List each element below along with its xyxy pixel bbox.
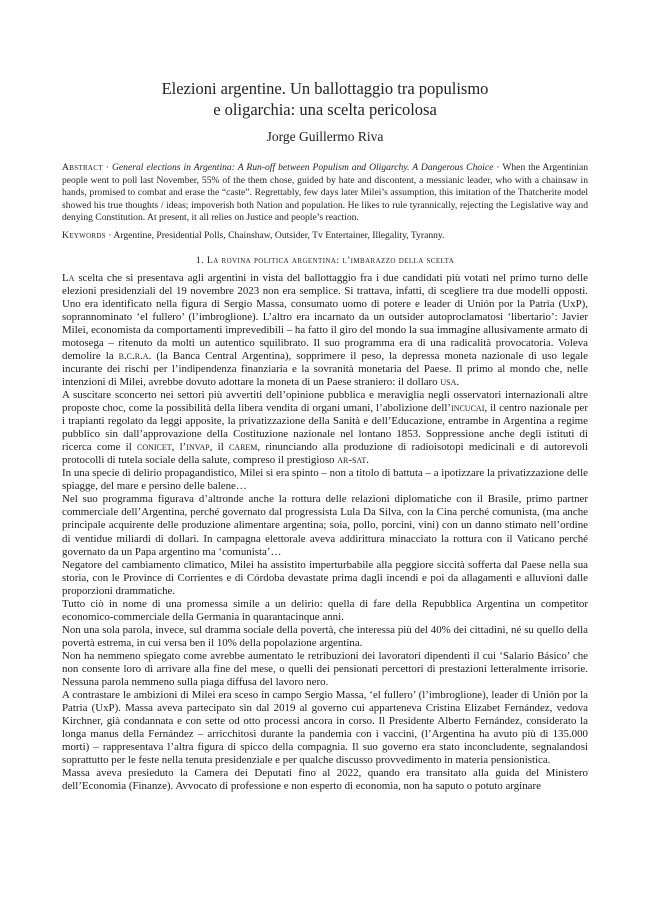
keywords [62, 230, 588, 243]
paragraph-8: Non ha nemmeno spiegato come avrebbe aumentato le retribuzioni dei lavoratori dipendenti il cui ‘Salario Básico’ che non consente loro di arrivare alla fine del mese, o quelli dei pensionati percettori di prestazioni letteralmente irrisorie. Nessuna parola nemmeno sulla piaga diffusa del lavoro nero. [62, 649, 588, 689]
paragraph-7: Non una sola parola, invece, sul dramma sociale della povertà, che interessa più del 40% dei cittadini, né su quello della povertà estrema, in cui versa ben il 10% della popolazione argentina. [62, 623, 588, 649]
paragraph-1 [62, 272, 588, 389]
paragraph-2 [62, 389, 588, 467]
title-line-1: Elezioni argentine. Un ballottaggio tra populismo [161, 79, 489, 98]
abstract-separator-2: · [493, 162, 503, 173]
acronym-invap: invap [186, 441, 210, 454]
paragraph-1-text-c: . [456, 375, 460, 388]
paragraph-5: Negatore del cambiamento climatico, Milei ha assistito imperturbabile alla peggiore siccità sofferta dal Paese nella sua storia, con le Province di Corrientes e di Córdoba devastate prima dagli incendi e poi da allagamenti e alluvioni dalle proporzioni drammatiche. [62, 558, 588, 597]
paragraph-1-initial: La [62, 271, 75, 284]
acronym-conicet: conicet [136, 441, 172, 454]
paragraph-2-text-b: , il centro nazionale per i trapianti regolato da leggi apposite, la privatizzazione della Sanità e dell’Educazione, entrambe in Argentina a regime pubblico sin dall’approvazione della Costituzione nazionale nel lontano 1853. Soppressione anche degli istituti di ricerca come il [62, 402, 588, 454]
abstract [62, 162, 588, 225]
paragraph-2-text-a: A suscitare sconcerto nei settori più avvertiti dell’opinione pubblica e meraviglia negli osservatori internazionali altre proposte choc, come la possibilità della libera vendita di organi umani, l’abolizione dell’ [62, 388, 588, 415]
paragraph-2-text-c: , l’ [171, 441, 187, 454]
paragraph-2-text-e: , rinunciando alla produzione di radioisotopi medicinali e di autorevoli protocolli di tutela sociale della salute, compreso il prestigioso [62, 441, 588, 467]
author-name: Jorge Guillermo Riva [266, 129, 384, 144]
article-page [62, 78, 588, 793]
abstract-separator: · [102, 162, 112, 173]
keywords-text: Argentine, Presidential Polls, Chainshaw, Outsider, Tv Entertainer, Illegality, Tyranny. [113, 229, 445, 241]
article-body [62, 272, 588, 794]
acronym-incucai: incucai [451, 402, 485, 415]
acronym-arsat: ar-sat [337, 454, 367, 467]
paragraph-1-text-b: (la Banca Central Argentina), sopprimere il peso, la depressa moneta nazionale di uso legale incurante dei rischi per l’indipendenza finanziaria e la sovranità monetaria del Paese. Il primo al mondo che, nelle intenzioni di Milei, avrebbe dovuto adottare la moneta di un Paese straniero: il dollaro [62, 349, 588, 388]
keywords-separator: · [105, 229, 114, 241]
paragraph-1-text-a: scelta che si presentava agli argentini in vista del ballottaggio fra i due candidati più votati nel primo turno delle elezioni presidenziali del 19 novembre 2023 non era semplice. Si trattava, infatti, di scegliere tra due modelli opposti. Uno era identificato nella figura di Sergio Massa, consumato uomo di potere e leader di Unión por la Patria (UxP), soprannominato ‘el fullero’ (l’imbroglione). L’altro era incarnato da un outsider autoproclamatosi ‘libertario’: Javier Milei, economista da comportamenti imprevedibili – ha fatto il giro del mondo la sua immagine allusivamente armato di motosega – ritenuto da molti un autentico squilibrato. Il suo programma era di una radicalità provocatoria. Voleva demolire la [62, 271, 588, 362]
title-line-2: e oligarchia: una scelta pericolosa [213, 100, 437, 119]
abstract-english-title: General elections in Argentina: A Run-off between Populism and Oligarchy. A Dangerous Choice [111, 162, 494, 173]
paragraph-10: Massa aveva presieduto la Camera dei Deputati fino al 2022, quando era transitato alla guida del Ministero dell’Economia (Finanze). Avvocato di professione e non esperto di economia, non ha saputo o potuto arginare [62, 767, 588, 793]
paragraph-2-text-f: . [366, 454, 369, 467]
keywords-label: Keywords [62, 229, 106, 241]
acronym-bcra: b.c.r.a. [118, 349, 152, 362]
abstract-label: Abstract [62, 162, 103, 173]
acronym-carem: carem [228, 441, 258, 454]
paragraph-4: Nel suo programma figurava d’altronde anche la rottura delle relazioni diplomatiche con il Brasile, primo partner commerciale dell’Argentina, perché governato dal progressista Lula Da Silva, con la Cina perché comunista, (ma anche principale acquirente delle produzione alimentare argentina; soia, pollo, porcini, vini) con un danno stimato nell’ordine di ventidue miliardi di dollari. In campagna elettorale aveva addirittura minacciato la rottura con il Vaticano perché governato da un Papa argentino ma ‘comunista’… [62, 493, 588, 558]
article-title [62, 78, 588, 120]
paragraph-6: Tutto ciò in nome di una promessa simile a un delirio: quella di fare della Repubblica Argentina un competitor economico-commerciale della Germania in quarantacinque anni. [62, 597, 588, 623]
paragraph-3: In una specie di delirio propagandistico, Milei si era spinto – non a titolo di battuta – a ipotizzare la privatizzazione delle spiagge, del mare e persino delle balene… [62, 467, 588, 493]
abstract-text: When the Argentinian people went to poll last November, 55% of the them chose, guided by hate and discontent, a messianic leader, who with a chainsaw in hands, promised to combat and erase the “caste”. Regrettably, few days later Milei’s assumption, this imitation of the Thatcherite model showed his true thoughts / ideas; impoverish both Nation and population. He likes to rule tyrannically, rejecting the Legislative way and denying Constitution. At present, it all relies on Justice and people’s reaction. [62, 162, 589, 224]
section-heading: 1. La rovina politica argentina: l’imbarazzo della scelta [195, 254, 455, 266]
paragraph-9: A contrastare le ambizioni di Milei era sceso in campo Sergio Massa, ‘el fullero’ (l’imbroglione), leader di Unión por la Patria (UxP). Massa aveva partecipato sin dal 2019 al governo cui apparteneva Cristina Elizabet Fernández, vedova Kirchner, già condannata e con sette od otto processi ancora in corso. Il Presidente Alberto Fernández, considerato la longa manus della Fernández – arricchitosi durante la pandemia con i vaccini, (l’Argentina ha avuto più di 135.000 morti) – rappresentava l’altra figura di spicco della compagnia. Il suo governo era stato inconcludente, segnalandosi soprattutto per le feste nella tenuta presidenziale e per qualche discusso provvedimento in materia pensionistica. [62, 689, 588, 767]
acronym-usa: usa [440, 375, 457, 388]
paragraph-2-text-d: , il [209, 441, 229, 454]
